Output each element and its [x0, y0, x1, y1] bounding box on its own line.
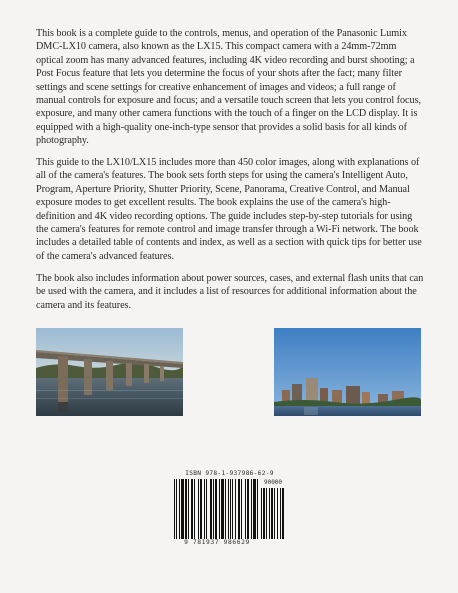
addon-barcode-bars — [261, 488, 285, 539]
ean-digits: 9 781937 986629 — [184, 539, 250, 546]
isbn-label: ISBN 978-1-937986-62-9 — [185, 470, 274, 477]
ean-barcode-bars — [174, 479, 260, 539]
isbn-barcode — [174, 470, 285, 562]
addon-digits: 90000 — [263, 479, 283, 486]
description-paragraph-1: This book is a complete guide to the controls, menus, and operation of the Panasonic Lumix DMC-LX10 camera, also known as the LX15. This compact camera with a 24mm-72mm optical zoom has many advanced features, including 4K video recording and burst shooting; a Post Focus feature that lets you determine the focus of your shots after the fact; many filter settings and scene settings for creative enhancement of images and videos; a full range of manual controls for exposure and focus; and a versatile touch screen that lets you control focus, exposure, and many other camera functions with the touch of a finger on the LCD display. It is equipped with a high-quality one-inch-type sensor that provides a solid basis for all kinds of photography. — [36, 28, 421, 147]
description-paragraph-3: The book also includes information about power sources, cases, and external flash units that can be used with the camera, and it includes a list of resources for additional information about the camera and its features. — [36, 273, 424, 311]
bridge-photo — [36, 328, 183, 416]
city-skyline-photo — [274, 328, 421, 416]
description-paragraph-2: This guide to the LX10/LX15 includes more than 450 color images, along with explanations of all of the camera's features. The book sets forth steps for using the camera's Intelligent Auto, Program, Aperture Priority, Shutter Priority, Scene, Panorama, Creative Control, and Manual exposure modes to get excellent results. The book explains the use of the camera's high-definition and 4K video recording options. The guide includes step-by-step tutorials for using the camera's features for remote control and image transfer through a Wi-Fi network. The book includes a detailed table of contents and index, as well as a section with quick tips for better use of the camera's advanced features. — [36, 157, 422, 262]
